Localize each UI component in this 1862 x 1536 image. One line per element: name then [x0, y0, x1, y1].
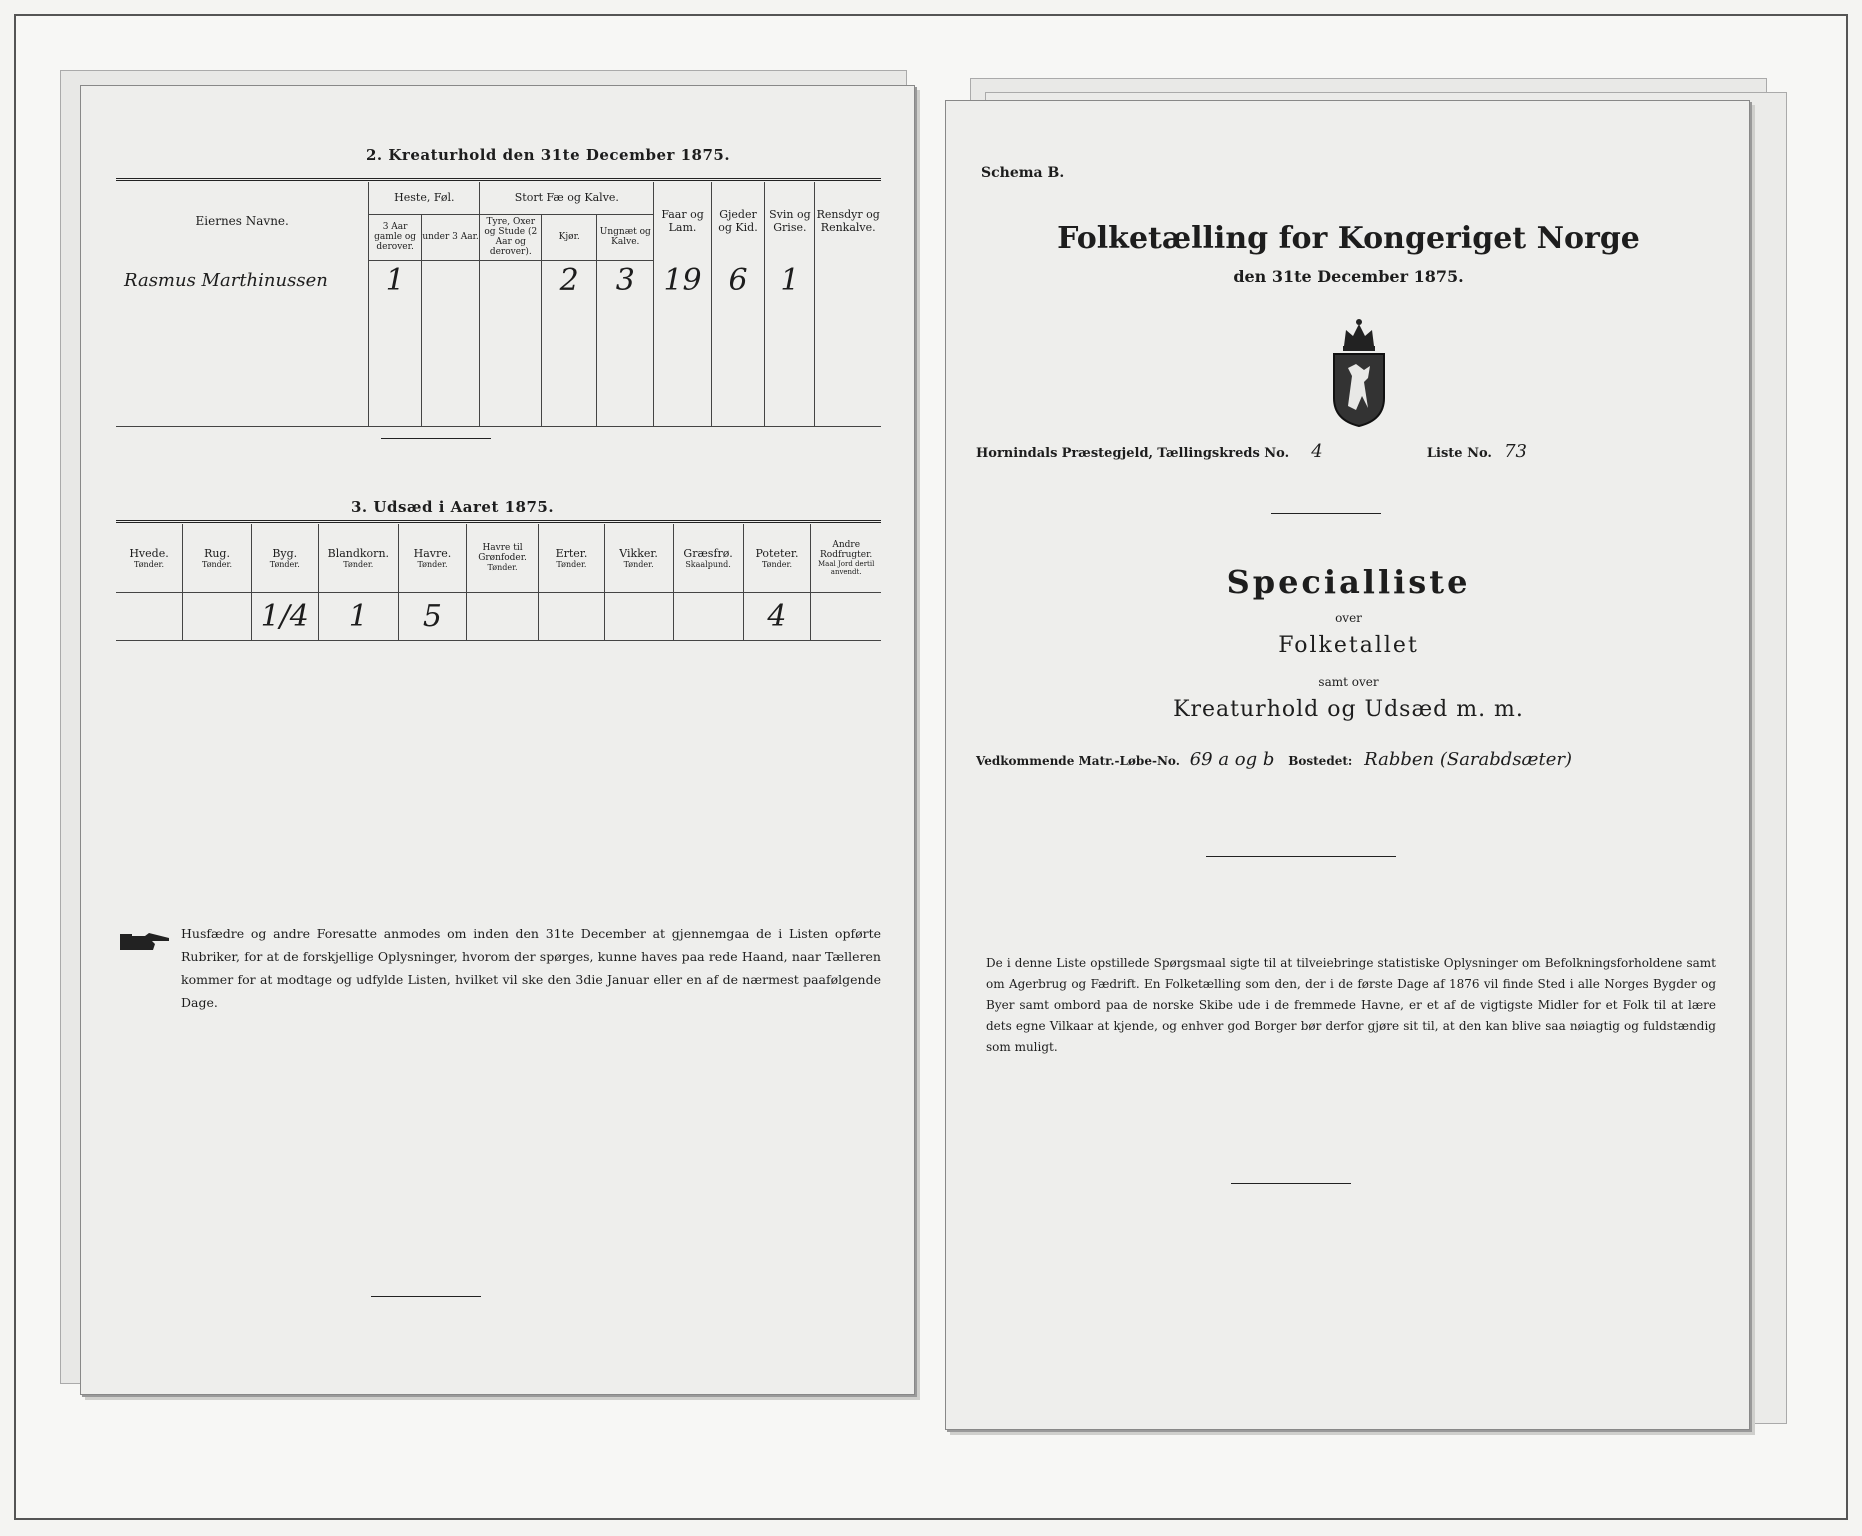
- value-cell: 6: [711, 260, 765, 300]
- krets-value: 4: [1311, 441, 1323, 462]
- value-cell: 1/4: [251, 592, 318, 640]
- col-reindeer-header: Rensdyr og Renkalve.: [815, 182, 881, 260]
- table-row: [116, 260, 881, 300]
- value-cell: [183, 592, 252, 640]
- value-cell: [815, 260, 881, 300]
- prestegjeld-value: Hornindals: [976, 446, 1058, 461]
- value-cell: 19: [654, 260, 711, 300]
- special-title: Specialliste: [1226, 563, 1471, 601]
- group-horse-header: Heste, Føl.: [369, 182, 480, 214]
- norway-coat-of-arms-icon: [1326, 316, 1392, 428]
- value-cell: 2: [542, 260, 597, 300]
- matr-value: 69 a og b: [1189, 749, 1275, 770]
- divider: [371, 1296, 481, 1297]
- value-cell: 5: [399, 592, 467, 640]
- district-line: [976, 441, 1527, 462]
- divider: [1231, 1183, 1351, 1184]
- crop-header: Hvede. Tønder.: [116, 524, 183, 592]
- col-calf-header: Ungnæt og Kalve.: [597, 214, 654, 260]
- value-cell: [811, 592, 881, 640]
- crop-header: Havre. Tønder.: [399, 524, 467, 592]
- col-sheep-header: Faar og Lam.: [654, 182, 711, 260]
- right-page: [945, 100, 1750, 1430]
- pointing-hand-icon: [119, 928, 171, 954]
- col-goat-header: Gjeder og Kid.: [711, 182, 765, 260]
- crop-header: Andre Rodfrugter. Maal Jord dertil anvendt.: [811, 524, 881, 592]
- prestegjeld-label: Præstegjeld,: [1061, 446, 1154, 461]
- matr-label: Vedkommende Matr.-Løbe-No.: [976, 754, 1180, 768]
- bosted-label: Bostedet:: [1288, 754, 1353, 768]
- samt-over-text: samt over: [1318, 675, 1379, 689]
- page-title: Folketælling for Kongeriget Norge: [1057, 221, 1640, 256]
- owner-name-cell: Rasmus Marthinussen: [116, 260, 369, 300]
- col-bull-header: Tyre, Oxer og Stude (2 Aar og derover).: [480, 214, 542, 260]
- col-pig-header: Svin og Grise.: [765, 182, 815, 260]
- krets-label: Tællingskreds No.: [1157, 446, 1290, 461]
- section2-title: 2. Kreaturhold den 31te December 1875.: [366, 146, 731, 164]
- col-horse-old-header: 3 Aar gamle og derover.: [369, 214, 421, 260]
- col-owner-header: Eiernes Navne.: [116, 182, 369, 260]
- value-cell: 1: [765, 260, 815, 300]
- value-cell: [480, 260, 542, 300]
- value-cell: [116, 592, 183, 640]
- value-cell: 3: [597, 260, 654, 300]
- livestock-table: [116, 182, 881, 427]
- table-row: [116, 396, 881, 426]
- divider: [1271, 513, 1381, 514]
- col-horse-young-header: under 3 Aar.: [421, 214, 479, 260]
- crop-header: Græsfrø. Skaalpund.: [673, 524, 743, 592]
- crop-header: Erter. Tønder.: [539, 524, 604, 592]
- kreatur-text: Kreaturhold og Udsæd m. m.: [1173, 697, 1524, 722]
- table-row: [116, 300, 881, 332]
- footnote-text: Husfædre og andre Foresatte anmodes om inden den 31te December at gjennemgaa de i Listen opførte Rubriker, for at de forskjellige Oplysninger, hvorom der spørges, kunne haves paa rede Haand, naar Tælleren kommer for at modtage og udfylde Listen, hvilket vil ske den 3die Januar eller en af de nærmest paafølgende Dage.: [181, 926, 881, 1010]
- table1-top-rule: [116, 178, 881, 181]
- value-cell: [604, 592, 673, 640]
- col-cow-header: Kjør.: [542, 214, 597, 260]
- folketallet-text: Folketallet: [1278, 633, 1419, 658]
- value-cell: [539, 592, 604, 640]
- sowing-table: [116, 524, 881, 641]
- section3-title: 3. Udsæd i Aaret 1875.: [351, 498, 555, 516]
- crop-header: Vikker. Tønder.: [604, 524, 673, 592]
- table2-top-rule: [116, 520, 881, 523]
- table-row: [116, 592, 881, 640]
- bosted-value: Rabben (Sarabdsæter): [1364, 749, 1572, 770]
- matr-line: [976, 749, 1572, 770]
- divider: [381, 438, 491, 439]
- value-cell: [421, 260, 479, 300]
- schema-label: Schema B.: [981, 165, 1065, 181]
- info-paragraph: De i denne Liste opstillede Spørgsmaal sigte til at tilveiebringe statistiske Oplysninger om Befolkningsforholdene samt om Agerbrug og Fædrift. En Folketælling som den, der i de første Dage af 1876 vil finde Sted i alle Norges Bygder og Byer samt ombord paa de norske Skibe ude i de fremmede Havne, er et af de vigtigste Midler for et Folk til at lære dets egne Vilkaar at kjende, og enhver god Borger bør derfor gjøre sit til, at den kan blive saa nøiagtig og fuldstændig som muligt.: [986, 956, 1716, 1054]
- value-cell: 1: [318, 592, 399, 640]
- left-page: [80, 85, 915, 1395]
- crop-header: Rug. Tønder.: [183, 524, 252, 592]
- crop-header: Blandkorn. Tønder.: [318, 524, 399, 592]
- divider: [1206, 856, 1396, 857]
- over-text: over: [1335, 611, 1362, 625]
- liste-label: Liste No.: [1426, 446, 1492, 461]
- table-row: [116, 332, 881, 364]
- value-cell: [673, 592, 743, 640]
- value-cell: 4: [743, 592, 811, 640]
- census-date: den 31te December 1875.: [1233, 267, 1464, 286]
- value-cell: 1: [369, 260, 421, 300]
- liste-value: 73: [1504, 441, 1527, 462]
- crop-header: Poteter. Tønder.: [743, 524, 811, 592]
- crop-header: Havre til Grønfoder. Tønder.: [466, 524, 538, 592]
- group-cattle-header: Stort Fæ og Kalve.: [480, 182, 654, 214]
- table-row: [116, 364, 881, 396]
- value-cell: [466, 592, 538, 640]
- crop-header: Byg. Tønder.: [251, 524, 318, 592]
